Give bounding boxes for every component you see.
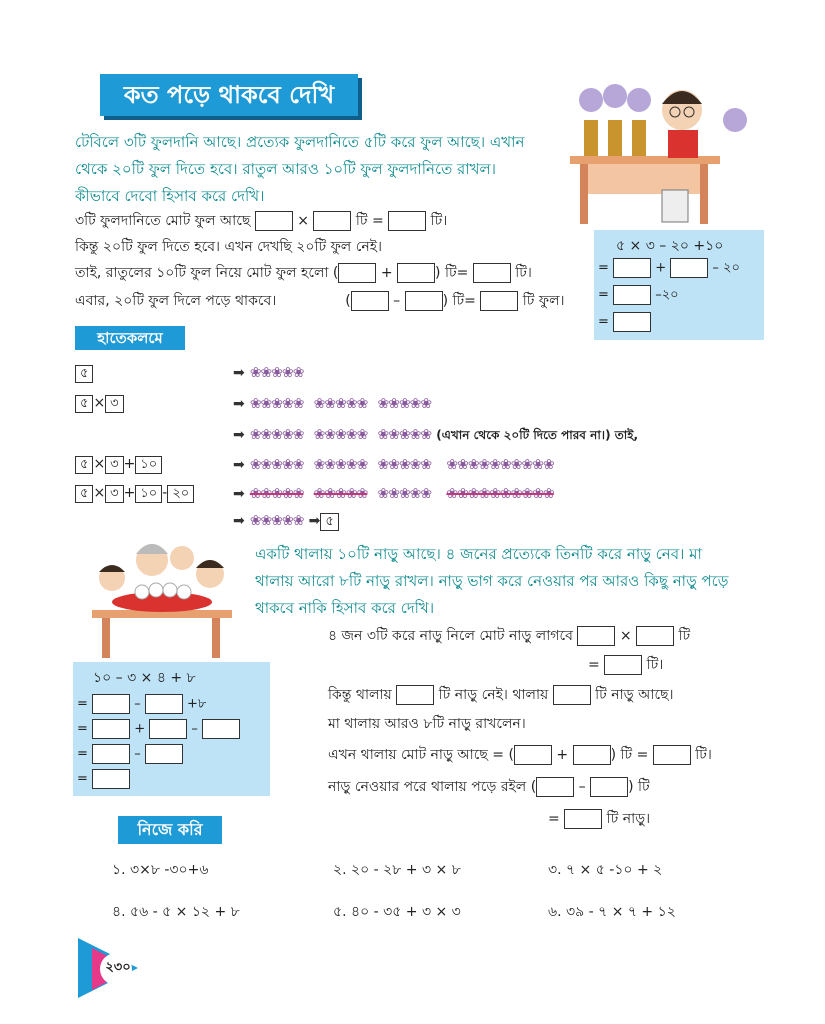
q2-text: নাড়ু নেওয়ার পরে থালায় পড়ে রইল ( <box>328 779 537 795</box>
handson-result <box>233 424 638 447</box>
number-box: ২০ <box>167 485 194 503</box>
handson-result <box>233 510 339 531</box>
handson-result <box>233 362 303 381</box>
flower-group-crossed: ❀❀❀❀❀ <box>249 486 304 502</box>
answer-box[interactable] <box>604 655 642 675</box>
answer-box[interactable] <box>553 685 591 705</box>
q2-text: টি নাড়ু নেই। থালায় <box>438 687 549 703</box>
number-box: ১০ <box>135 485 162 503</box>
answer-box[interactable] <box>613 258 651 278</box>
q1-line4: এবার, ২০টি ফুল দিলে পড়ে থাকবে। ( – ) টি= টি ফুল। <box>75 293 565 309</box>
minus-sign: – <box>134 696 141 712</box>
equals-sign: = <box>77 746 88 762</box>
q1-line2: কিন্তু ২০টি ফুল দিতে হবে। এখন দেখছি ২০টি ফুল নেই। <box>75 239 383 255</box>
equals-sign: = <box>598 287 609 303</box>
q2-text: টি <box>678 628 691 644</box>
panel-row <box>598 312 651 332</box>
q1-text: এবার, ২০টি ফুল দিলে পড়ে থাকবে। <box>75 293 277 309</box>
intro-line: কীভাবে দেবো হিসাব করে দেখি। <box>75 187 265 205</box>
answer-box[interactable] <box>480 291 518 311</box>
exercise-item: ১. ৩×৮ -৩০+৬ <box>112 862 209 878</box>
times-sign: × <box>93 395 106 411</box>
q2-text: ৪ জন ৩টি করে নাড়ু নিলে মোট নাড়ু লাগবে <box>328 628 573 644</box>
q2-step2 <box>588 654 663 676</box>
exercise-item: ৫. ৪০ - ৩৫ + ৩ × ৩ <box>333 904 461 920</box>
answer-box[interactable] <box>636 626 674 646</box>
answer-box[interactable] <box>473 263 511 283</box>
arrow-icon: ➡ <box>233 457 245 473</box>
section-label-nije-kori: নিজে করি <box>118 816 222 844</box>
page-title: কত পড়ে থাকবে দেখি <box>123 81 335 109</box>
minus-sign: - <box>162 485 168 501</box>
answer-box[interactable] <box>396 685 434 705</box>
handson-result <box>233 454 554 473</box>
q2-text: টি নাড়ু। <box>606 811 651 827</box>
answer-box[interactable] <box>149 719 187 739</box>
intro-line: থেকে ২০টি ফুল দিতে হবে। রাতুল আরও ১০টি ফুল ফুলদানিতে রাখল। <box>75 160 496 178</box>
arrow-icon: ➡ <box>233 513 245 529</box>
section-label-hatekolome: হাতেকলমে <box>75 326 185 350</box>
flower-group: ❀❀❀❀❀ <box>377 427 432 443</box>
panel-row <box>77 719 240 739</box>
q1-text: টি= <box>444 265 469 281</box>
q2-text: ) টি = <box>610 747 649 763</box>
equals-sign: = <box>77 771 88 787</box>
plus-sign: + <box>556 747 569 763</box>
flower-group: ❀❀❀❀❀ <box>249 396 304 412</box>
number-box: ৩ <box>105 395 123 413</box>
flower-group: ❀❀❀❀❀ <box>249 365 304 381</box>
q2-step6 <box>328 776 650 798</box>
q1-text: টি= <box>452 293 476 309</box>
answer-box[interactable] <box>388 211 426 231</box>
equals-sign: = <box>598 260 609 276</box>
q2-step4: মা থালায় আরও ৮টি নাড়ু রাখলেন। <box>328 716 526 732</box>
answer-box[interactable] <box>653 745 691 765</box>
q2-line: থালায় আরো ৮টি নাড়ু রাখল। নাড়ু ভাগ করে নেওয়ার পর আরও কিছু নাড়ু পড়ে <box>255 572 729 590</box>
flower-group: ❀❀❀❀❀ <box>249 457 304 473</box>
flower-group: ❀❀❀❀❀ <box>313 396 368 412</box>
panel-row <box>598 285 679 307</box>
answer-box[interactable] <box>514 745 552 765</box>
equals-sign: = <box>598 314 609 330</box>
flower-group-crossed: ❀❀❀❀❀❀❀❀❀❀ <box>446 486 554 502</box>
answer-box[interactable] <box>536 777 574 797</box>
flower-group: ❀❀❀❀❀ <box>313 457 368 473</box>
number-box: ৩ <box>105 456 123 474</box>
arrow-icon: ➡ <box>233 486 245 502</box>
answer-box[interactable] <box>145 694 183 714</box>
minus-term: – ২০ <box>712 260 740 276</box>
answer-box[interactable] <box>313 211 351 231</box>
q1-text: টি ফুল। <box>522 293 565 309</box>
q1-text: ৩টি ফুলদানিতে মোট ফুল আছে <box>75 213 251 229</box>
answer-box[interactable] <box>145 744 183 764</box>
q2-paragraph <box>255 541 755 622</box>
plus-term: +৮ <box>186 696 207 712</box>
calculation-panel-2 <box>73 662 270 796</box>
flower-group-crossed: ❀❀❀❀❀ <box>313 486 368 502</box>
minus-sign: – <box>134 746 141 762</box>
q1-text: টি। <box>515 265 532 281</box>
number-box: ৫ <box>75 456 93 474</box>
answer-box[interactable] <box>405 291 443 311</box>
flower-group: ❀❀❀❀❀ <box>249 513 304 529</box>
times-sign: × <box>297 213 309 229</box>
q2-text: টি। <box>646 657 664 673</box>
handson-row <box>75 362 93 384</box>
answer-box[interactable] <box>351 291 389 311</box>
answer-box[interactable] <box>338 263 376 283</box>
flower-group: ❀❀❀❀❀ <box>377 396 432 412</box>
answer-box[interactable] <box>92 769 130 789</box>
exercise-item: ৬. ৩৯ - ৭ × ৭ + ১২ <box>548 904 676 920</box>
minus-sign: – <box>393 293 401 309</box>
arrow-icon: ➡ <box>233 396 245 412</box>
number-box: ৫ <box>75 485 93 503</box>
times-sign: × <box>93 485 106 501</box>
arrow-icon: ➡ <box>233 365 245 381</box>
equals-sign: = <box>588 657 600 673</box>
number-box: ৩ <box>105 485 123 503</box>
q1-text: তাই, রাতুলের ১০টি ফুল নিয়ে মোট ফুল হলো <box>75 265 329 281</box>
flower-group: ❀❀❀❀❀ <box>377 486 432 502</box>
intro-paragraph <box>75 129 595 210</box>
q1-text: টি = <box>355 213 384 229</box>
equals-sign: = <box>77 696 88 712</box>
note-text: (এখান থেকে ২০টি দিতে পারব না।) তাই, <box>436 428 639 442</box>
calculation-panel-1 <box>594 230 764 340</box>
number-box: ৫ <box>75 395 93 413</box>
plus-sign: + <box>134 721 146 737</box>
number-box: ৫ <box>75 365 93 383</box>
flower-group: ❀❀❀❀❀❀❀❀❀❀ <box>446 457 554 473</box>
title-band <box>100 74 358 116</box>
arrow-icon: ➡ <box>308 513 321 529</box>
panel-row <box>77 694 206 716</box>
times-sign: × <box>619 628 632 644</box>
answer-box[interactable] <box>573 745 611 765</box>
answer-box[interactable] <box>397 263 435 283</box>
flower-group: ❀❀❀❀❀ <box>377 457 432 473</box>
minus-sign: – <box>578 779 586 795</box>
exercise-item: ৪. ৫৬ - ৫ × ১২ + ৮ <box>112 904 240 920</box>
answer-box[interactable] <box>255 211 293 231</box>
arrow-icon: ➡ <box>233 427 245 443</box>
handson-row <box>75 482 194 504</box>
exercise-item: ৩. ৭ × ৫ -১০ + ২ <box>548 862 663 878</box>
q2-step3 <box>328 684 674 706</box>
number-box: ৫ <box>320 513 338 531</box>
plus-sign: + <box>380 265 393 281</box>
q2-step7 <box>548 808 650 830</box>
answer-box[interactable] <box>202 719 240 739</box>
handson-result <box>233 483 554 502</box>
q2-step5 <box>328 744 712 766</box>
flower-group: ❀❀❀❀❀ <box>313 427 368 443</box>
q2-text: এখন থালায় মোট নাড়ু আছে = ( <box>328 747 514 763</box>
answer-box[interactable] <box>590 777 628 797</box>
plus-sign: + <box>123 456 136 472</box>
flower-group: ❀❀❀❀❀ <box>249 427 304 443</box>
plus-sign: + <box>123 485 136 501</box>
handson-result <box>233 393 431 412</box>
panel-expression: ১০ – ৩ × ৪ + ৮ <box>93 670 196 686</box>
equals-sign: = <box>77 721 88 737</box>
q1-line3: তাই, রাতুলের ১০টি ফুল নিয়ে মোট ফুল হলো ( + ) টি= টি। <box>75 265 532 281</box>
q2-text: টি। <box>695 747 712 763</box>
page-number: ২৩০ <box>105 960 131 975</box>
answer-box[interactable] <box>613 312 651 332</box>
q2-text: কিন্তু থালায় <box>328 687 392 703</box>
times-sign: × <box>93 456 106 472</box>
answer-box[interactable] <box>670 258 708 278</box>
answer-box[interactable] <box>564 809 602 829</box>
q2-line: একটি থালায় ১০টি নাড়ু আছে। ৪ জনের প্রত্যেকে তিনটি করে নাড়ু নেব। মা <box>255 545 702 563</box>
exercise-item: ২. ২০ - ২৮ + ৩ × ৮ <box>333 862 461 878</box>
intro-line: টেবিলে ৩টি ফুলদানি আছে। প্রত্যেক ফুলদানিতে ৫টি করে ফুল আছে। এখান <box>75 133 525 151</box>
plus-sign: + <box>655 260 667 276</box>
answer-box[interactable] <box>92 744 130 764</box>
panel-row <box>77 744 183 764</box>
panel-row <box>598 258 740 280</box>
q1-text: টি। <box>430 213 448 229</box>
minus-sign: – <box>191 721 198 737</box>
answer-box[interactable] <box>92 694 130 714</box>
number-box: ১০ <box>135 456 162 474</box>
family-sweets-illustration <box>82 530 242 660</box>
handson-row <box>75 392 124 414</box>
q2-text: টি নাড়ু আছে। <box>595 687 674 703</box>
panel-row <box>77 769 130 789</box>
q2-step1 <box>328 625 690 647</box>
minus-term: –২০ <box>655 287 679 303</box>
answer-box[interactable] <box>613 285 651 305</box>
equals-sign: = <box>548 811 560 827</box>
q2-line: থাকবে নাকি হিসাব করে দেখি। <box>255 599 435 617</box>
answer-box[interactable] <box>92 719 130 739</box>
q1-line1 <box>75 210 447 232</box>
answer-box[interactable] <box>577 626 615 646</box>
handson-row <box>75 453 162 475</box>
q2-text: ) টি <box>628 779 650 795</box>
panel-expression: ৫ × ৩ – ২০ +১০ <box>616 238 724 254</box>
